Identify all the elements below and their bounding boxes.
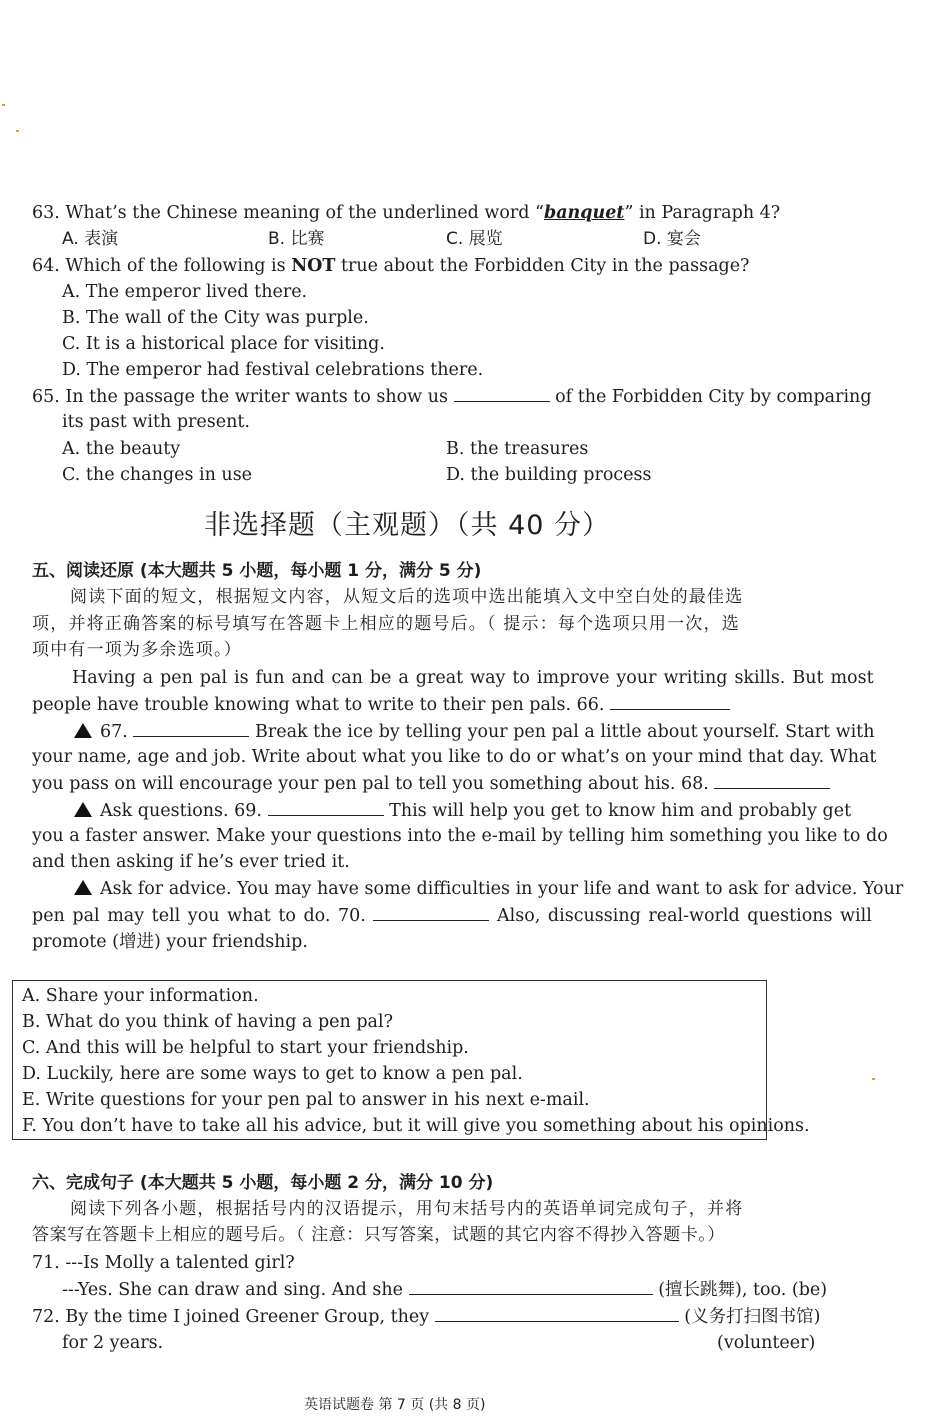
passage-text: Also, discussing real-world questions will bbox=[497, 906, 872, 926]
answer-blank-66 bbox=[610, 691, 730, 710]
answer-blank-69 bbox=[268, 797, 384, 816]
option-c: C. And this will be helpful to start your friendship. bbox=[22, 1038, 469, 1058]
passage-line bbox=[74, 718, 874, 745]
q71-hint: (擅长跳舞), too. (be) bbox=[658, 1280, 828, 1300]
blank-number-67: 67. bbox=[100, 722, 128, 742]
passage-line: promote (增进) your friendship. bbox=[32, 932, 308, 952]
triangle-bullet-icon bbox=[74, 880, 92, 895]
scan-speck bbox=[872, 1078, 875, 1080]
q72-word: (volunteer) bbox=[717, 1333, 816, 1353]
option-b: B. What do you think of having a pen pal? bbox=[22, 1012, 393, 1032]
part6-instruction-1: 阅读下列各小题，根据括号内的汉语提示，用句末括号内的英语单词完成句子，并将 bbox=[70, 1199, 744, 1219]
passage-text: Break the ice by telling your pen pal a little about yourself. Start with bbox=[255, 722, 875, 742]
q65-stem-pre: 65. In the passage the writer wants to show us bbox=[32, 387, 448, 407]
answer-blank-71 bbox=[409, 1276, 653, 1295]
passage-text: Ask for advice. You may have some difficulties in your life and want to ask for advice. Your bbox=[100, 879, 904, 899]
q63-option-d: D. 宴会 bbox=[643, 229, 701, 249]
passage-line bbox=[74, 797, 851, 824]
question-71-line2 bbox=[62, 1276, 827, 1303]
option-e: E. Write questions for your pen pal to answer in his next e-mail. bbox=[22, 1090, 590, 1110]
answer-blank-67 bbox=[133, 718, 249, 737]
question-63 bbox=[32, 200, 780, 226]
q63-stem-pre: 63. What’s the Chinese meaning of the underlined word “ bbox=[32, 203, 544, 223]
answer-blank bbox=[454, 383, 550, 402]
question-72 bbox=[32, 1303, 820, 1330]
q65-option-b: B. the treasures bbox=[446, 439, 589, 459]
option-a: A. Share your information. bbox=[22, 986, 259, 1006]
passage-text: people have trouble knowing what to write to their pen pals. 66. bbox=[32, 695, 605, 715]
question-72-line2: for 2 years. bbox=[62, 1333, 164, 1353]
option-f: F. You don’t have to take all his advice, but it will give you something about his opinions. bbox=[22, 1116, 810, 1136]
triangle-bullet-icon bbox=[74, 802, 92, 817]
question-65 bbox=[32, 383, 872, 410]
passage-line bbox=[32, 691, 730, 718]
passage-line: Having a pen pal is fun and can be a great way to improve your writing skills. But most bbox=[72, 668, 874, 688]
q65-stem-post: of the Forbidden City by comparing bbox=[555, 387, 872, 407]
q64-option-a: A. The emperor lived there. bbox=[62, 282, 308, 302]
part6-title: 六、完成句子 (本大题共 5 小题，每小题 2 分，满分 10 分) bbox=[32, 1173, 494, 1193]
part6-instruction-2: 答案写在答题卡上相应的题号后。（ 注意：只写答案，试题的其它内容不得抄入答题卡。） bbox=[32, 1225, 726, 1245]
q64-option-b: B. The wall of the City was purple. bbox=[62, 308, 369, 328]
q63-underlined-word: banquet bbox=[543, 203, 625, 223]
question-71: 71. ---Is Molly a talented girl? bbox=[32, 1253, 295, 1273]
passage-line: you a faster answer. Make your questions into the e-mail by telling him something you like to do bbox=[32, 826, 888, 846]
part5-instruction-2: 项，并将正确答案的标号填写在答题卡上相应的题号后。（ 提示：每个选项只用一次，选 bbox=[32, 614, 740, 634]
q72-hint: (义务打扫图书馆) bbox=[684, 1307, 821, 1327]
question-64 bbox=[32, 253, 749, 279]
q65-option-d: D. the building process bbox=[446, 465, 652, 485]
q65-option-c: C. the changes in use bbox=[62, 465, 253, 485]
passage-line: your name, age and job. Write about what you like to do or what’s on your mind that day. What bbox=[32, 747, 877, 767]
passage-text: This will help you get to know him and probably get bbox=[389, 801, 852, 821]
q64-not: NOT bbox=[291, 256, 336, 276]
passage-text: you pass on will encourage your pen pal to tell you something about his. 68. bbox=[32, 774, 709, 794]
q63-option-c: C. 展览 bbox=[446, 229, 503, 249]
passage-text: pen pal may tell you what to do. 70. bbox=[32, 906, 366, 926]
q63-option-a: A. 表演 bbox=[62, 229, 119, 249]
passage-line bbox=[32, 902, 872, 929]
q63-option-b: B. 比赛 bbox=[268, 229, 325, 249]
q65-option-a: A. the beauty bbox=[62, 439, 181, 459]
q63-stem-post: ” in Paragraph 4? bbox=[624, 203, 781, 223]
triangle-bullet-icon bbox=[74, 723, 92, 738]
passage-text: Ask questions. 69. bbox=[100, 801, 262, 821]
passage-line bbox=[74, 876, 903, 902]
passage-line: and then asking if he’s ever tried it. bbox=[32, 852, 350, 872]
scan-speck bbox=[2, 104, 5, 106]
page-footer: 英语试题卷 第 7 页 (共 8 页) bbox=[304, 1397, 486, 1413]
q64-option-d: D. The emperor had festival celebrations there. bbox=[62, 360, 484, 380]
q64-option-c: C. It is a historical place for visiting. bbox=[62, 334, 385, 354]
q64-stem-post: true about the Forbidden City in the passage? bbox=[335, 256, 750, 276]
part5-title: 五、阅读还原 (本大题共 5 小题，每小题 1 分，满分 5 分) bbox=[32, 561, 482, 581]
answer-blank-70 bbox=[373, 902, 489, 921]
answer-blank-68 bbox=[714, 770, 830, 789]
option-d: D. Luckily, here are some ways to get to know a pen pal. bbox=[22, 1064, 523, 1084]
q65-stem-line2: its past with present. bbox=[62, 412, 250, 432]
scan-speck bbox=[16, 130, 19, 132]
part5-instruction-1: 阅读下面的短文，根据短文内容，从短文后的选项中选出能填入文中空白处的最佳选 bbox=[70, 587, 744, 607]
answer-blank-72 bbox=[435, 1303, 679, 1322]
q64-stem-pre: 64. Which of the following is bbox=[32, 256, 292, 276]
passage-line bbox=[32, 770, 830, 797]
q72-text: 72. By the time I joined Greener Group, they bbox=[32, 1307, 430, 1327]
section-heading: 非选择题（主观题）（共 40 分） bbox=[204, 510, 611, 541]
part5-instruction-3: 项中有一项为多余选项。） bbox=[32, 640, 242, 660]
q71-text: ---Yes. She can draw and sing. And she bbox=[62, 1280, 404, 1300]
